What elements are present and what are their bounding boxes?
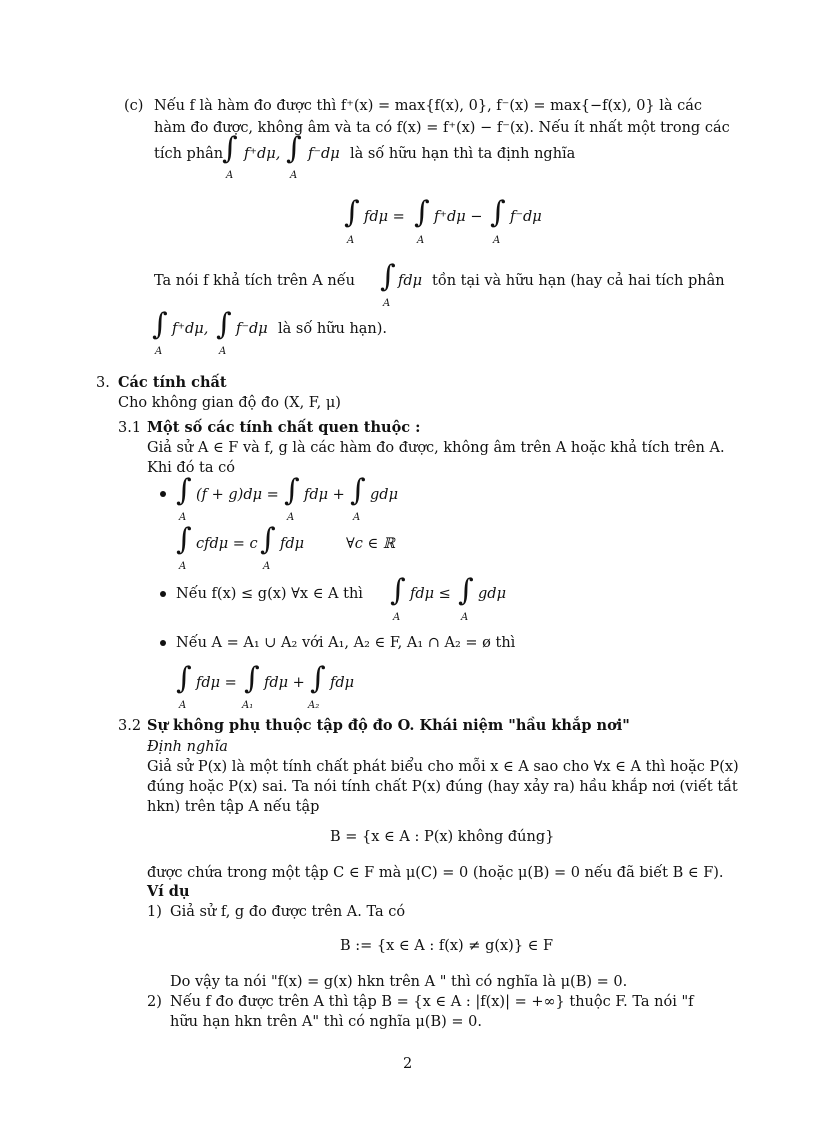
integral-subscript: A bbox=[290, 170, 298, 181]
sub31-line1: Giả sử A ∈ F và f, g là các hàm đo được, không âm trên A hoặc khả tích trên A. bbox=[147, 440, 725, 456]
display-rhs: f⁻dμ bbox=[510, 209, 542, 225]
integral-subscript: A bbox=[179, 700, 187, 711]
bullet1b-lhs: cfdμ = c bbox=[196, 536, 258, 552]
integral-subscript: A bbox=[263, 561, 271, 572]
section-intro: Cho không gian độ đo (X, F, μ) bbox=[118, 395, 341, 411]
integral-subscript: A bbox=[353, 512, 361, 523]
bullet1-lhs: (f + g)dμ = bbox=[196, 487, 279, 503]
subsection-number: 3.1 bbox=[118, 420, 142, 436]
bullet2-prefix: Nếu f(x) ≤ g(x) ∀x ∈ A thì bbox=[176, 586, 363, 602]
example1-text: Giả sử f, g đo được trên A. Ta có bbox=[170, 904, 406, 920]
example1-number: 1) bbox=[147, 904, 162, 920]
integral-sign: ∫ bbox=[414, 195, 430, 230]
definition-label: Định nghĩa bbox=[147, 739, 228, 755]
integrable-int: fdμ bbox=[398, 273, 423, 289]
subsection-number: 3.2 bbox=[118, 718, 142, 734]
integral-sign: ∫ bbox=[310, 661, 326, 696]
section-title: Các tính chất bbox=[118, 374, 227, 391]
integral-subscript: A bbox=[219, 346, 227, 357]
integral-subscript: A bbox=[155, 346, 163, 357]
item-c-int1: f⁺dμ, bbox=[244, 146, 281, 162]
bullet3-lhs: fdμ = bbox=[196, 675, 237, 691]
integral-subscript: A₂ bbox=[308, 700, 320, 711]
integral-sign: ∫ bbox=[286, 131, 302, 166]
integral-subscript: A bbox=[393, 612, 401, 623]
sub31-line2: Khi đó ta có bbox=[147, 460, 235, 476]
integrable-suffix: tồn tại và hữu hạn (hay cả hai tích phân bbox=[432, 273, 725, 289]
integrable-prefix: Ta nói f khả tích trên A nếu bbox=[154, 273, 355, 289]
integral-sign: ∫ bbox=[216, 307, 232, 342]
sub32-line1: Giả sử P(x) là một tính chất phát biểu cho mỗi x ∈ A sao cho ∀x ∈ A thì hoặc P(x) bbox=[147, 759, 739, 775]
integral-subscript: A bbox=[179, 561, 187, 572]
item-c-label: (c) bbox=[124, 98, 144, 114]
integral-sign: ∫ bbox=[284, 473, 300, 508]
finite-int2: f⁻dμ bbox=[236, 321, 268, 337]
display-lhs: fdμ = bbox=[364, 209, 405, 225]
bullet1b-forall: ∀c ∈ ℝ bbox=[346, 536, 395, 552]
example2-line1: Nếu f đo được trên A thì tập B = {x ∈ A : |f(x)| = +∞} thuộc F. Ta nói "f bbox=[170, 994, 694, 1010]
integral-sign: ∫ bbox=[176, 522, 192, 557]
example2-number: 2) bbox=[147, 994, 162, 1010]
sub32-line4: được chứa trong một tập C ∈ F mà μ(C) = 0 (hoặc μ(B) = 0 nếu đã biết B ∈ F). bbox=[147, 865, 724, 881]
integral-sign: ∫ bbox=[458, 573, 474, 608]
integral-sign: ∫ bbox=[380, 259, 396, 294]
bullet2-mid: fdμ ≤ bbox=[410, 586, 451, 602]
page-number: 2 bbox=[403, 1056, 413, 1072]
integral-subscript: A₁ bbox=[242, 700, 254, 711]
example-label: Ví dụ bbox=[147, 883, 190, 900]
bullet3-mid: fdμ + bbox=[264, 675, 305, 691]
item-c-line3-prefix: tích phân bbox=[154, 146, 224, 162]
subsection-title: Sự không phụ thuộc tập độ đo O. Khái niệm "hầu khắp nơi" bbox=[147, 717, 630, 734]
bullet1b-rhs: fdμ bbox=[280, 536, 305, 552]
item-c-line3-suffix: là số hữu hạn thì ta định nghĩa bbox=[350, 146, 576, 162]
item-c-line1: Nếu f là hàm đo được thì f⁺(x) = max{f(x), 0}, f⁻(x) = max{−f(x), 0} là các bbox=[154, 98, 703, 114]
integral-sign: ∫ bbox=[350, 473, 366, 508]
integral-subscript: A bbox=[461, 612, 469, 623]
integral-subscript: A bbox=[179, 512, 187, 523]
finite-suffix: là số hữu hạn). bbox=[278, 321, 388, 337]
sub32-line2: đúng hoặc P(x) sai. Ta nói tính chất P(x) đúng (hay xảy ra) hầu khắp nơi (viết tắt bbox=[147, 779, 738, 795]
bullet3-rhs: fdμ bbox=[330, 675, 355, 691]
bullet3-text: Nếu A = A₁ ∪ A₂ với A₁, A₂ ∈ F, A₁ ∩ A₂ = ø thì bbox=[176, 635, 516, 651]
sub32-line3: hkn) trên tập A nếu tập bbox=[147, 799, 320, 815]
integral-sign: ∫ bbox=[490, 195, 506, 230]
example1-display: B := {x ∈ A : f(x) ≠ g(x)} ∈ F bbox=[340, 938, 554, 954]
integral-sign: ∫ bbox=[244, 661, 260, 696]
integral-sign: ∫ bbox=[390, 573, 406, 608]
bullet-point bbox=[160, 491, 166, 497]
integral-subscript: A bbox=[493, 235, 501, 246]
subsection-title: Một số các tính chất quen thuộc : bbox=[147, 419, 421, 436]
integral-subscript: A bbox=[226, 170, 234, 181]
example2-line2: hữu hạn hkn trên A" thì có nghĩa μ(B) = 0. bbox=[170, 1014, 482, 1030]
item-c-line2: hàm đo được, không âm và ta có f(x) = f⁺(x) − f⁻(x). Nếu ít nhất một trong các bbox=[154, 120, 730, 136]
integral-subscript: A bbox=[417, 235, 425, 246]
item-c-int2: f⁻dμ bbox=[308, 146, 340, 162]
integral-subscript: A bbox=[347, 235, 355, 246]
integral-sign: ∫ bbox=[176, 661, 192, 696]
example1-conclusion: Do vậy ta nói "f(x) = g(x) hkn trên A " thì có nghĩa là μ(B) = 0. bbox=[170, 974, 628, 990]
integral-sign: ∫ bbox=[222, 131, 238, 166]
bullet1-mid: fdμ + bbox=[304, 487, 345, 503]
display-mid: f⁺dμ − bbox=[434, 209, 483, 225]
bullet2-rhs: gdμ bbox=[478, 586, 506, 602]
integral-sign: ∫ bbox=[152, 307, 168, 342]
integral-sign: ∫ bbox=[260, 522, 276, 557]
bullet1-rhs: gdμ bbox=[370, 487, 398, 503]
integral-subscript: A bbox=[287, 512, 295, 523]
section-number: 3. bbox=[96, 375, 110, 391]
bullet-point bbox=[160, 591, 166, 597]
integral-sign: ∫ bbox=[344, 195, 360, 230]
bullet-point bbox=[160, 640, 166, 646]
integral-subscript: A bbox=[383, 298, 391, 309]
sub32-display: B = {x ∈ A : P(x) không đúng} bbox=[330, 829, 555, 845]
finite-int1: f⁺dμ, bbox=[172, 321, 209, 337]
integral-sign: ∫ bbox=[176, 473, 192, 508]
